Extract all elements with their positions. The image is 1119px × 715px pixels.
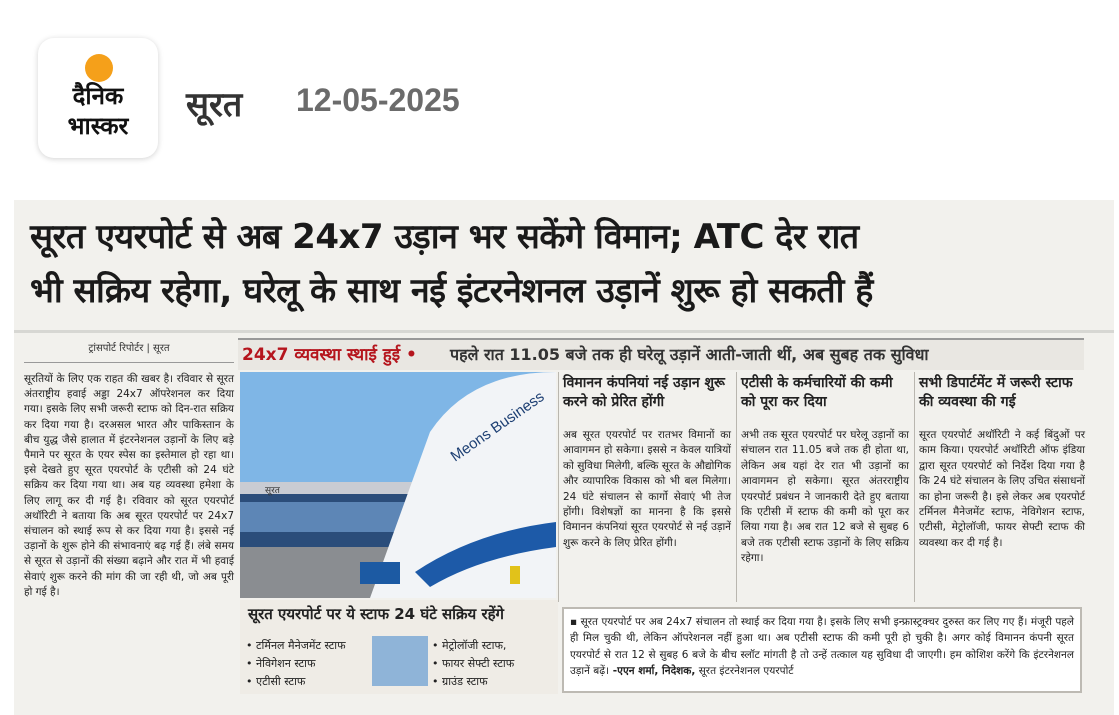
terminal-sign: सूरत <box>265 486 280 496</box>
staff-heading: सूरत एयरपोर्ट पर ये स्टाफ 24 घंटे सक्रिय रहेंगे <box>248 605 504 623</box>
quote-signature-org: सूरत इंटरनेशनल एयरपोर्ट <box>695 665 794 678</box>
col1-text: अब सूरत एयरपोर्ट पर रातभर विमानों का आवागमन हो सकेगा। इससे न केवल यात्रियों को सुविधा मिलेगी, बल्कि सूरत के औद्योगिक और व्यापारिक विकास को भी बल मिलेगा। 24 घंटे संचालन से कार्गो सेवाएं भी तेज होंगी। विशेषज्ञों का मानना है कि इससे विमानन कंपनियां सूरत एयरपोर्ट से नई उड़ानें शुरू करने के लिए प्रेरित होंगी। <box>563 429 731 549</box>
edition-date: 12-05-2025 <box>296 82 460 118</box>
quote-signature: -एएन शर्मा, निदेशक, <box>609 665 696 678</box>
col3-text: सूरत एयरपोर्ट अथॉरिटी ने कई बिंदुओं पर काम किया। एयरपोर्ट अथॉरिटी ऑफ इंडिया द्वारा सूरत एयरपोर्ट को निर्देश दिया गया है कि 24 घंटे संचालन के लिए उचित संसाधनों का होना जरूरी है। इसे लेकर अब एयरपोर्ट टर्मिनल मैनेजमेंट स्टाफ, नेविगेशन स्टाफ, एटीसी, मेट्रोलॉजी, फायर सेफ्टी स्टाफ की व्यवस्था कर दी गई है। <box>919 429 1085 549</box>
headline-line-1: सूरत एयरपोर्ट से अब 24x7 उड़ान भर सकेंगे विमान; ATC देर रात <box>30 217 859 257</box>
column-divider <box>736 372 737 602</box>
quote-text: ▪ सूरत एयरपोर्ट पर अब 24x7 संचालन तो स्थाई कर दिया गया है। इसके लिए सभी इन्फ्रास्ट्रक्चर दुरुस्त कर लिए गए हैं। मंजूरी पहले ही मिल चुकी थी, लेकिन ऑपरेशनल नहीं हुआ था। अब एटीसी स्टाफ की कमी पूरी हो चुकी है। अगर कोई विमानन कंपनी सूरत एयरपोर्ट से रात 12 से सुबह 6 बजे के बीच स्लॉट मांगती है तो उन्हें तत्काल यह सुविधा दी जाएगी। हम कोशिश करेंगे कि इंटरनेशनल उड़ानें बढ़ें। <box>570 616 1074 678</box>
col2-heading: एटीसी के कर्मचारियों की कमी को पूरा कर दिया <box>741 375 893 410</box>
col3-heading: सभी डिपार्टमेंट में जरूरी स्टाफ की व्यवस्था की गई <box>919 375 1073 410</box>
staff-item: • फायर सेफ्टी स्टाफ <box>432 657 515 670</box>
staff-item: • एटीसी स्टाफ <box>246 675 306 688</box>
logo-sun-icon <box>85 54 113 82</box>
byline: ट्रांसपोर्ट रिपोर्टर | सूरत <box>24 340 234 363</box>
col1-heading: विमानन कंपनियां नई उड़ान शुरू करने को प्रेरित होंगी <box>563 375 725 410</box>
logo-text-2: भास्कर <box>67 112 129 140</box>
airport-photo <box>240 372 556 598</box>
logo-text-1: दैनिक <box>72 82 124 110</box>
dainik-bhaskar-logo[interactable] <box>38 38 158 158</box>
article-headline <box>30 210 1090 318</box>
app-header <box>0 0 1119 200</box>
column-divider <box>914 372 915 602</box>
sub-banner <box>238 338 1084 370</box>
plane-text: Meons Business <box>447 388 548 466</box>
banner-highlight: 24x7 व्यवस्था स्थाई हुई • <box>242 345 417 365</box>
headline-line-2: भी सक्रिय रहेगा, घरेलू के साथ नई इंटरनेशनल उड़ानें शुरू हो सकती हैं <box>30 271 873 311</box>
director-quote <box>562 607 1082 693</box>
staff-item: • मेट्रोलॉजी स्टाफ, <box>432 639 507 652</box>
column-divider <box>558 372 559 602</box>
col2-text: अभी तक सूरत एयरपोर्ट पर घरेलू उड़ानों का संचालन रात 11.05 बजे तक ही होता था, लेकिन अब यहां देर रात भी उड़ानों का आवागमन हो सकेगा। सूरत अंतरराष्ट्रीय एयरपोर्ट प्रबंधन ने जानकारी देते हुए बताया कि एटीसी में स्टाफ की कमी को पूरा कर लिया गया है। अब रात 12 बजे से सुबह 6 बजे तक एटीसी स्टाफ उड़ानों के लिए सक्रिय रहेगा। <box>741 429 909 565</box>
staff-item: • ग्राउंड स्टाफ <box>432 675 488 688</box>
headline-rule <box>14 330 1114 333</box>
staff-item: • नेविगेशन स्टाफ <box>246 657 316 670</box>
banner-text: पहले रात 11.05 बजे तक ही घरेलू उड़ानें आती-जाती थीं, अब सुबह तक सुविधा <box>450 345 929 364</box>
lead-paragraph: सूरतियों के लिए एक राहत की खबर है। रविवार से सूरत अंतराष्ट्रीय हवाई अड्डा 24x7 ऑपरेशनल कर दिया गया। इसके लिए सभी जरूरी स्टाफ को दिन-रात सक्रिय कर दिया गया है। दरअसल भारत और पाकिस्तान के बीच युद्ध जैसे हालात में इंटरनेशनल उड़ानों के लिए बड़े पैमाने पर सूरत के एयर स्पेस का इस्तेमाल हो रहा था। इसे देखते हुए सूरत एयरपोर्ट के एटीसी को 24 घंटे सक्रिय कर दिया गया था। अब यह व्यवस्था हमेशा के लिए लागू कर दी गई है। रविवार को सूरत एयरपोर्ट अथॉरिटी ने बताया कि अब सूरत एयरपोर्ट पर 24x7 संचालन को स्थाई रूप से कर दिया गया है। इससे नई उड़ानों के शुरू होने की संभावनाएं बढ़ गई हैं। लंबे समय से सूरत से उड़ानों की संख्या बढ़ाने और रात में भी हवाई सेवाएं शुरू करने की मांग की जा रही थी, जो अब पूरी हो गई है। <box>24 373 234 598</box>
edition-city: सूरत <box>186 85 243 125</box>
terminal-thumbnail <box>372 636 428 686</box>
staff-item: • टर्मिनल मैनेजमेंट स्टाफ <box>246 639 346 652</box>
